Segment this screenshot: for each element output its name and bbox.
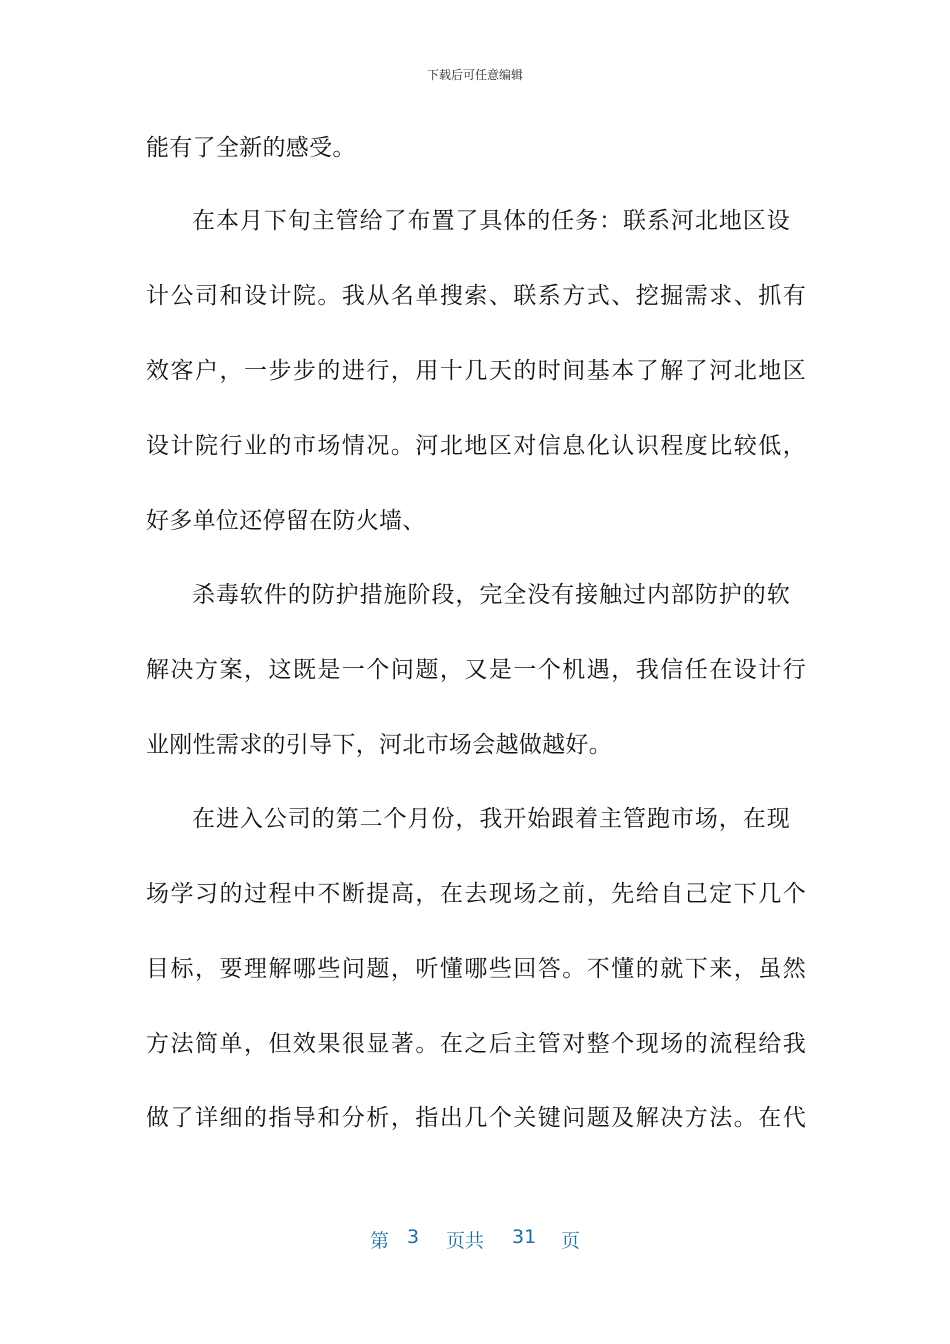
body-line: 能有了全新的感受。 [146, 135, 356, 161]
body-line: 目标，要理解哪些问题，听懂哪些回答。不懂的就下来，虽然 [146, 956, 806, 982]
body-line: 杀毒软件的防护措施阶段，完全没有接触过内部防护的软 [192, 582, 790, 608]
body-line: 效客户，一步步的进行，用十几天的时间基本了解了河北地区 [146, 358, 806, 384]
footer-total-pages: 31 [512, 1226, 537, 1248]
body-line: 做了详细的指导和分析，指出几个关键问题及解决方法。在代 [146, 1105, 806, 1131]
body-line: 业刚性需求的引导下，河北市场会越做越好。 [146, 732, 612, 758]
body-line: 在进入公司的第二个月份，我开始跟着主管跑市场，在现 [192, 806, 790, 832]
body-line: 在本月下旬主管给了布置了具体的任务：联系河北地区设 [192, 208, 790, 234]
footer-middle: 页共 [446, 1230, 485, 1252]
body-line: 解决方案，这既是一个问题，又是一个机遇，我信任在设计行 [146, 657, 806, 683]
body-line: 好多单位还停留在防火墙、 [146, 508, 426, 534]
footer-suffix: 页 [561, 1230, 581, 1252]
footer-prefix: 第 [370, 1230, 390, 1252]
body-line: 设计院行业的市场情况。河北地区对信息化认识程度比较低， [146, 433, 806, 459]
footer-current-page: 3 [407, 1226, 420, 1248]
body-line: 方法简单，但效果很显著。在之后主管对整个现场的流程给我 [146, 1031, 806, 1057]
body-line: 计公司和设计院。我从名单搜索、联系方式、挖掘需求、抓有 [146, 283, 806, 309]
page-footer [0, 1226, 950, 1252]
body-line: 场学习的过程中不断提高，在去现场之前，先给自己定下几个 [146, 881, 806, 907]
header-note: 下载后可任意编辑 [426, 68, 523, 82]
